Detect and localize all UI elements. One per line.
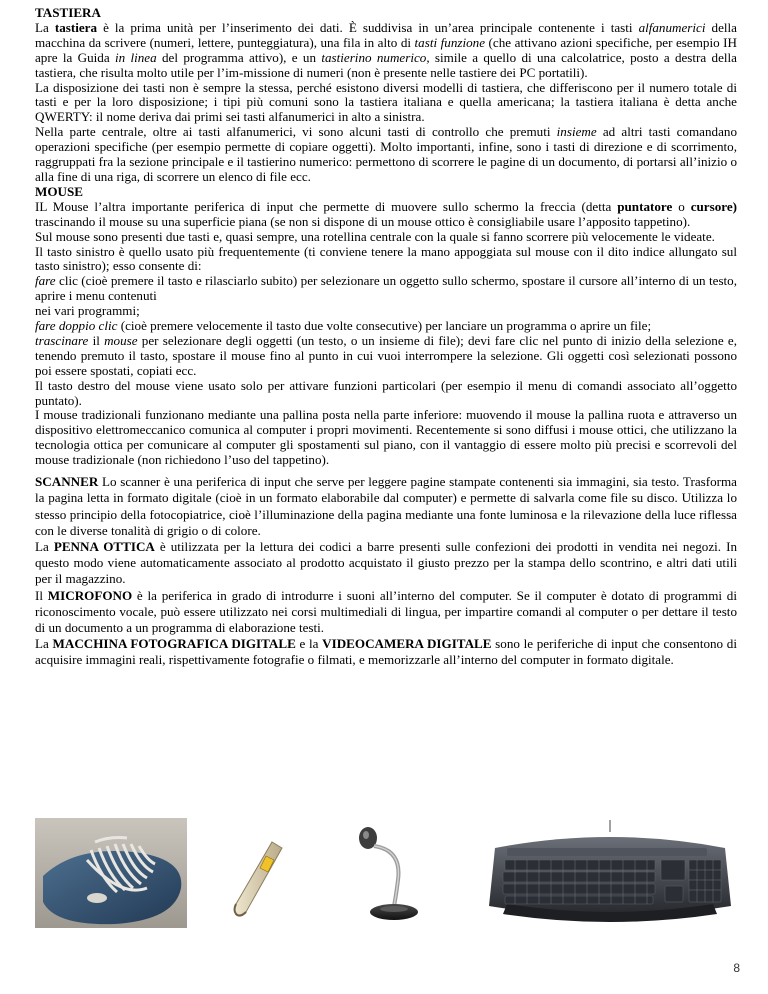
text-run: La [35, 636, 53, 652]
text-run: e la [295, 636, 323, 652]
fotocamera-paragraph [35, 636, 737, 668]
tastiera-paragraph-1 [35, 21, 737, 81]
text-run: è la prima unità per l’inserimento dei dati. È suddivisa in un’area principale contenente i tasti [97, 19, 639, 35]
microfono-paragraph [35, 588, 737, 637]
text-run: simile a quello di una calcolatrice, posto a destra della tastiera, che risulta molto utile per l’im-missione di numeri (non è presente nelle tastiere dei PC portatili). [35, 49, 737, 80]
mouse-paragraph-7 [35, 334, 737, 379]
section-periferiche [35, 474, 737, 668]
bold-term: SCANNER [35, 474, 99, 490]
bold-term: MICROFONO [47, 587, 133, 603]
text-run: della macchina da scrivere (numeri, lettere, punteggiatura), una fila in alto di [35, 19, 737, 50]
tastiera-paragraph-3 [35, 125, 737, 185]
text-run: del programma attivo), e un [156, 49, 322, 65]
italic-term: fare doppio clic [35, 318, 118, 334]
text-run: (che attivano azioni specifiche, per esempio IH apre la Guida [35, 34, 737, 65]
text-run: Il [35, 587, 48, 603]
text-run: Lo scanner è una periferica di input che serve per leggere pagine stampate contenenti sia immagini, sia testo. Trasforma la pagina letta in formato digitale (cioè in un formato elaborabile dal computer) e permette di salvarla come file su disco. Utilizza lo stesso principio della fotocopiatrice, cioè l’illuminazione della pagina mediante una fonte luminosa e la rilevazione della luce riflessa con le diverse tonalità di grigio o di colore. [35, 474, 737, 538]
text-run: IL Mouse l’altra importante periferica di input che permette di muovere sullo schermo la freccia (detta [35, 198, 618, 214]
bold-term: cursore) [690, 198, 737, 214]
device-images [35, 818, 735, 928]
text-run: o [672, 198, 691, 214]
mouse-on-pad-icon [35, 818, 187, 928]
mouse-paragraph-4 [35, 274, 737, 304]
text-run: è la periferica in grado di introdurre i suoni all’interno del computer. Se il computer è dotato di programmi di riconoscimento vocale, può essere utilizzato nei corsi multimediali di lingua, per impartire comandi al computer o per dettare il testo di un documento a un programma di elaborazione testi. [35, 587, 737, 635]
italic-term: fare [35, 273, 56, 289]
section-tastiera [35, 6, 737, 468]
mouse-paragraph-9: I mouse tradizionali funzionano mediante una pallina posta nella parte inferiore: muovendo il mouse la pallina ruota e attraverso un dispositivo elettromeccanico comunica al computer i propri movimenti. Recentemente si sono diffusi i mouse ottici, che utilizzano la tecnologia ottica per comunicare al computer gli spostamenti sul piano, con il vantaggio di essere molto più precisi e scorrevoli del mouse tradizionale (non richiedono l’uso del tappetino). [35, 407, 737, 468]
keyboard-icon [485, 818, 735, 928]
italic-term: mouse [104, 332, 138, 348]
text-run: sono le periferiche di input che consentono di acquisire immagini reali, rispettivamente fotografie o filmati, e memorizzarle all’interno del computer in formato digitale. [35, 636, 737, 668]
text-run: La [35, 19, 55, 35]
italic-term: tastierino numerico, [321, 49, 430, 65]
text-run: (cioè premere velocemente il tasto due volte consecutive) per lanciare un programma o aprire un file; [117, 318, 652, 334]
bold-term: puntatore [617, 198, 673, 214]
italic-term: insieme [556, 124, 597, 140]
bold-term: tastiera [54, 19, 98, 35]
mouse-paragraph-1 [35, 200, 737, 230]
italic-term: alfanumerici [638, 19, 706, 35]
tastiera-paragraph-2: La disposizione dei tasti non è sempre la stessa, perché esistono diversi modelli di tastiera, che differiscono per il numero totale di tasti e per la loro disposizione; i tipi più comuni sono la tastiera italiana e quella americana; la tastiera italiana è detta anche QWERTY: il nome deriva dai primi sei tasti alfanumerici in alto a sinistra. [35, 79, 737, 125]
text-run: trascinando il mouse su una superficie piana (se non si dispone di un mouse ottico è consigliabile usare l’apposito tappetino). [35, 213, 691, 229]
document-page [35, 6, 737, 669]
italic-term: tasti funzione [414, 34, 486, 50]
mouse-paragraph-6 [35, 319, 737, 334]
bold-term: VIDEOCAMERA DIGITALE [322, 636, 492, 652]
mouse-paragraph-3: Il tasto sinistro è quello usato più frequentemente (ti conviene tenere la mano appoggiata sul mouse con il dito indice allungato sul tasto sinistro); esso consente di: [35, 243, 737, 274]
optical-pen-icon [230, 838, 290, 918]
bold-term: PENNA OTTICA [53, 538, 155, 554]
bold-term: MACCHINA FOTOGRAFICA DIGITALE [52, 636, 296, 652]
heading-mouse: MOUSE [35, 183, 84, 199]
page-number: 8 [733, 961, 740, 975]
text-run: clic (cioè premere il tasto e rilasciarlo subito) per selezionare un oggetto sullo schermo, spostare il cursore all’interno di un testo, aprire i menu contenuti [35, 273, 737, 304]
text-run: La [35, 538, 54, 554]
text-run: è utilizzata per la lettura dei codici a barre presenti sulle confezioni dei prodotti in vendita nei negozi. In questo modo viene automaticamente associato al prodotto acquistato il giusto prezzo per la stampa dello scontrino, e altri dati utili per il magazzino. [35, 538, 737, 587]
text-run: il [88, 332, 105, 348]
mouse-paragraph-5: nei vari programmi; [35, 303, 140, 319]
penna-ottica-paragraph [35, 539, 737, 588]
italic-term: trascinare [35, 332, 89, 348]
text-run: ad altri tasti comandano operazioni specifiche (per esempio permette di copiare oggetti). Molto importanti, infine, sono i tasti di direzione e di scorrimento, raggruppati fra la sezione principale e il tastierino numerico: permettono di scorrere le pagine di un documento, di portarsi all’inizio o alla fine di una riga, di scorrere un elenco di file ecc. [35, 124, 737, 184]
mouse-paragraph-8: Il tasto destro del mouse viene usato solo per attivare funzioni particolari (per esempio il menu di comandi associato all’oggetto puntato). [35, 377, 737, 408]
microphone-icon [350, 820, 430, 924]
text-run: Nella parte centrale, oltre ai tasti alfanumerici, vi sono alcuni tasti di controllo che premuti [35, 124, 557, 140]
scanner-paragraph [35, 474, 737, 539]
mouse-paragraph-2: Sul mouse sono presenti due tasti e, quasi sempre, una rotellina centrale con la quale si fanno scorrere più velocemente le videate. [35, 228, 715, 244]
italic-term: in linea [114, 49, 157, 65]
heading-tastiera: TASTIERA [35, 5, 101, 20]
text-run: per selezionare degli oggetti (un testo, o un insieme di file); devi fare clic nel punto di inizio della selezione e, tenendo premuto il tasto, spostare il mouse fino al punto in cui vuoi interrompere la selezione. Gli oggetti così selezionati possono poi essere spostati, copiati ecc. [35, 332, 737, 378]
